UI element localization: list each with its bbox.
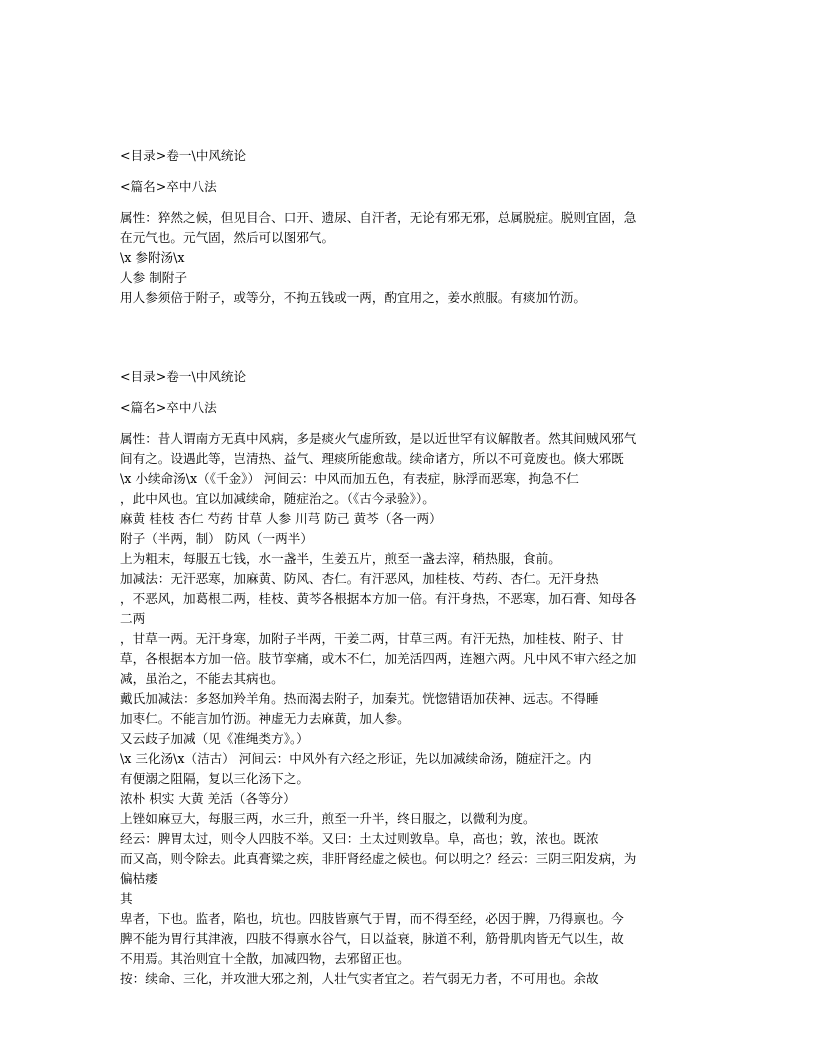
text-line: ，此中风也。宜以加减续命，随症治之。（《古今录验》）。 (120, 491, 435, 506)
text-line: 经云：脾胃太过，则令人四肢不举。又曰：土太过则敦阜。阜，高也；敦，浓也。既浓 (120, 831, 599, 846)
text-line: 不用焉。其治则宜十全散，加减四物，去邪留正也。 (120, 951, 410, 966)
text-line: ，不恶风，加葛根二两，桂枝、黄芩各根据本方加一倍。有汗身热，不恶寒，加石膏、知母各 (120, 591, 637, 606)
text-line: 卑者，下也。监者，陷也，坑也。四肢皆禀气于胃，而不得至经，必因于脾，乃得禀也。今 (120, 911, 624, 926)
text-line: 而又高，则令除去。此真膏粱之疾，非肝肾经虚之候也。何以明之？经云：三阴三阳发病，为 (120, 851, 637, 866)
text-line: 属性：猝然之候，但见目合、口开、遗尿、自汗者，无论有邪无邪，总属脱症。脱则宜固，急 (120, 210, 637, 225)
text-line: 上锉如麻豆大，每服三两，水三升，煎至一升半，终日服之，以微利为度。 (120, 811, 536, 826)
text-line: 其 (120, 891, 133, 906)
text-line: 脾不能为胃行其津液，四肢不得禀水谷气，日以益衰，脉道不利，筋骨肌肉皆无气以生，故 (120, 931, 624, 946)
text-line: 减，虽治之，不能去其病也。 (120, 671, 284, 686)
text-line: \x 参附汤\x (120, 250, 185, 265)
text-line: 有便溺之阻隔，复以三化汤下之。 (120, 771, 309, 786)
text-line: 属性：昔人谓南方无真中风病，多是痰火气虚所致，是以近世罕有议解散者。然其间贼风邪气 (120, 431, 637, 446)
text-line: 又云歧子加减（见《准绳类方》。） (120, 731, 309, 746)
text-line: 麻黄 桂枝 杏仁 芍药 甘草 人参 川芎 防己 黄芩（各一两） (120, 511, 442, 526)
text-line: \x 三化汤\x（洁古） 河间云：中风外有六经之形证，先以加减续命汤，随症汗之。内 (120, 751, 592, 766)
section-1 (120, 146, 700, 308)
text-line: 二两 (120, 611, 146, 626)
text-line: 在元气也。元气固，然后可以图邪气。 (120, 230, 335, 245)
text-line: 加枣仁。不能言加竹沥。神虚无力去麻黄，加人参。 (120, 711, 410, 726)
text-line: 浓朴 枳实 大黄 羌活（各等分） (120, 791, 296, 806)
text-line: ，甘草一两。无汗身寒，加附子半两，干姜二两，甘草三两。有汗无热，加桂枝、附子、甘 (120, 631, 624, 646)
text-line: \x 小续命汤\x（《千金》） 河间云：中风而加五色，有表症，脉浮而恶寒，拘急不仁 (120, 471, 579, 486)
text-line: 加减法：无汗恶寒，加麻黄、防风、杏仁。有汗恶风，加桂枝、芍药、杏仁。无汗身热 (120, 571, 599, 586)
toc-line: <目录>卷一\中风统论 (120, 369, 247, 384)
chapter-title: <篇名>卒中八法 (120, 179, 217, 194)
text-line: 偏枯痿 (120, 871, 158, 886)
text-line: 用人参须倍于附子，或等分，不拘五钱或一两，酌宜用之，姜水煎服。有痰加竹沥。 (120, 290, 586, 305)
section-2 (120, 367, 700, 989)
toc-line: <目录>卷一\中风统论 (120, 148, 247, 163)
chapter-title: <篇名>卒中八法 (120, 400, 217, 415)
text-line: 人参 制附子 (120, 270, 187, 285)
text-line: 间有之。设遇此等，岂清热、益气、理痰所能愈哉。续命诸方，所以不可竟废也。倏大邪既 (120, 451, 624, 466)
text-line: 按：续命、三化，并攻泄大邪之剂，人壮气实者宜之。若气弱无力者，不可用也。余故 (120, 971, 599, 986)
text-line: 戴氏加减法：多怒加羚羊角。热而渴去附子，加秦艽。恍惚错语加茯神、远志。不得睡 (120, 691, 599, 706)
text-line: 草，各根据本方加一倍。肢节挛痛，或木不仁，加羌活四两，连翘六两。凡中风不审六经之加 (120, 651, 637, 666)
text-line: 上为粗末，每服五七钱，水一盏半，生姜五片，煎至一盏去滓，稍热服，食前。 (120, 551, 561, 566)
text-line: 附子（半两，制） 防风（一两半） (120, 531, 313, 546)
